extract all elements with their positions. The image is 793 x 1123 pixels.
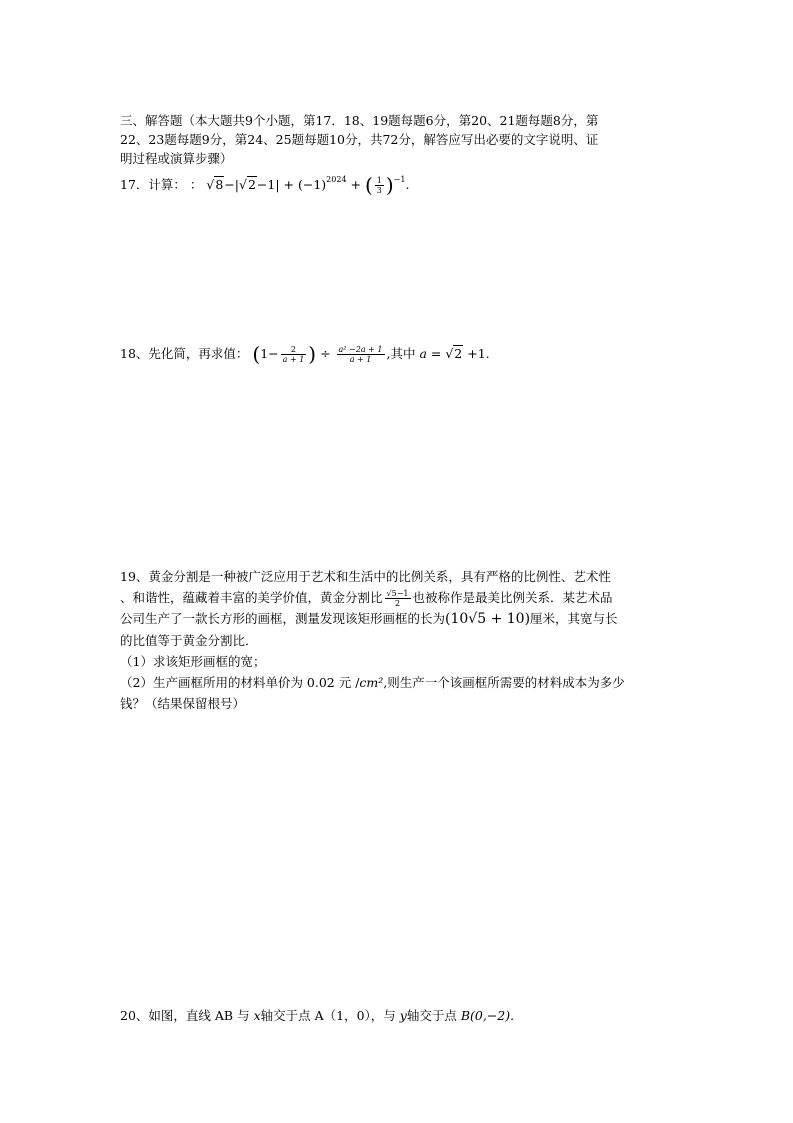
q17-expression: $√8-|√2-1| + (-1)^{2024}$ + ( $\frac{1}{3}$ )$^{-1}$. bbox=[206, 173, 410, 197]
q19-unit: cm² bbox=[359, 675, 384, 690]
q20-text-c: 轴交于点 bbox=[406, 1008, 457, 1023]
question-18 bbox=[120, 344, 680, 364]
q19-line-2a: 、和谐性，蕴藏着丰富的美学价值，黄金分割比 bbox=[120, 590, 383, 605]
q19-line-4: 的比值等于黄金分割比． bbox=[120, 633, 258, 648]
q18-divide: ÷ bbox=[316, 346, 335, 361]
q20-point-b: B(0,−2). bbox=[460, 1008, 515, 1023]
q19-line-3 bbox=[120, 608, 680, 630]
q19-line-2b: 也被称作是最美比例关系．某艺术品 bbox=[412, 590, 613, 605]
q18-one: 1− bbox=[260, 346, 279, 361]
q18-radicand: 2 bbox=[454, 346, 463, 361]
q19-part-2a: （2）生产画框所用的材料单价为 0.02 元 / bbox=[120, 675, 360, 690]
q19-length-expr: (10√5 + 10) bbox=[445, 611, 531, 627]
q19-golden-den: 2 bbox=[394, 599, 401, 608]
section-heading-line-2: 22、23题每题9分，第24、25题每题10分，共72分，解答应写出必要的文字说明、证 bbox=[120, 132, 599, 147]
q18-f2-den: a + 1 bbox=[349, 355, 372, 364]
q18-variable: a bbox=[419, 346, 427, 361]
q19-line-3b: 厘米，其宽与长 bbox=[530, 611, 618, 626]
q17-frac-den: 3 bbox=[376, 186, 382, 195]
q18-equals: = bbox=[426, 346, 446, 361]
q18-fraction-2 bbox=[337, 345, 385, 364]
q19-part-2-cont: 钱？（结果保留根号） bbox=[120, 696, 246, 711]
q19-line-3a: 公司生产了一款长方形的画框，测量发现该矩形画框的长为 bbox=[120, 611, 446, 626]
q19-part-2 bbox=[120, 672, 680, 693]
q20-text-b: 轴交于点 A（1，0），与 bbox=[260, 1008, 396, 1023]
q18-f1-num: 2 bbox=[281, 345, 307, 355]
q17-label: 17．计算： bbox=[120, 177, 186, 192]
q18-mid: ,其中 bbox=[386, 346, 420, 361]
q20-text-a: 20、如图，直线 AB 与 bbox=[120, 1008, 250, 1023]
section-heading bbox=[120, 111, 680, 168]
q17-plus: + bbox=[346, 177, 365, 192]
q18-f1-den: a + 1 bbox=[282, 355, 305, 364]
q19-part-2b: ,则生产一个该画框所需要的材料成本为多少 bbox=[383, 675, 625, 690]
q17-sqrt2: 2 bbox=[247, 177, 256, 192]
section-heading-line-1: 三、解答题（本大题共9个小题，第17．18、19题每题6分，第20、21题每题8分，第 bbox=[120, 113, 599, 128]
q18-f2-num: a² −2a + 1 bbox=[338, 345, 383, 354]
q17-end: . bbox=[405, 177, 410, 192]
q18-expression: (1− $\frac{2}{a + 1}$ ) ÷ $\frac{\text{a² −2a + 1}}{a + 1}$ ,其中 a = √2 +1. bbox=[252, 342, 490, 366]
q17-exponent: −1 bbox=[393, 175, 406, 184]
q17-prefix: ： bbox=[189, 177, 203, 192]
q17-frac-num: 1 bbox=[376, 176, 382, 185]
q17-power: 2024 bbox=[326, 175, 347, 184]
q19-part-1: （1）求该矩形画框的宽； bbox=[120, 654, 266, 669]
q17-fraction bbox=[375, 176, 384, 195]
q20-y: y bbox=[399, 1008, 407, 1023]
section-heading-line-3: 明过程或演算步骤） bbox=[120, 151, 233, 166]
q17-sqrt8: 8 bbox=[215, 177, 224, 192]
question-20 bbox=[120, 1006, 680, 1025]
q19-golden-ratio bbox=[385, 589, 411, 608]
q19-line-2 bbox=[120, 587, 680, 608]
q18-label: 18、先化简，再求值： bbox=[120, 346, 249, 361]
q17-mid: −1| + (−1) bbox=[256, 177, 327, 192]
q19-golden-num: √5−1 bbox=[386, 589, 409, 598]
q19-line-1: 19、黄金分割是一种被广泛应用于艺术和生活中的比例关系，具有严格的比例性、艺术性 bbox=[120, 569, 611, 584]
q18-tail: +1. bbox=[463, 346, 490, 361]
q18-fraction-1 bbox=[281, 345, 307, 364]
q20-x: x bbox=[253, 1008, 261, 1023]
question-19 bbox=[120, 566, 680, 714]
question-17 bbox=[120, 170, 680, 195]
